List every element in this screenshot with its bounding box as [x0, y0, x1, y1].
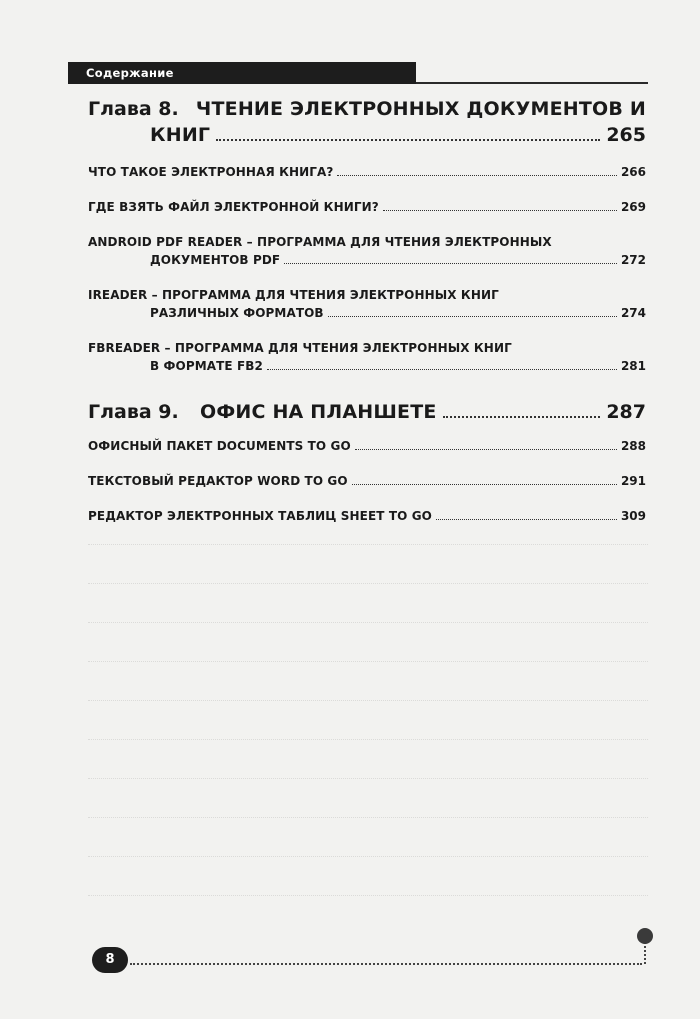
toc-entry-page: 269: [620, 200, 646, 214]
bleed-through-texture: [88, 520, 648, 910]
chapter-number: Глава 9.: [88, 401, 179, 423]
toc-entry-title: ОФИСНЫЙ ПАКЕТ DOCUMENTS TO GO: [88, 439, 351, 453]
toc-entry-title-cont: РАЗЛИЧНЫХ ФОРМАТОВ: [150, 306, 324, 320]
leader-dots: [337, 175, 616, 176]
toc-entry: [88, 507, 646, 525]
leader-dots: [267, 369, 617, 370]
table-of-contents: [88, 96, 646, 525]
running-header: [68, 62, 416, 84]
toc-entry-title: IREADER – ПРОГРАММА ДЛЯ ЧТЕНИЯ ЭЛЕКТРОННЫХ КНИГ: [88, 288, 499, 302]
chapter-page: 287: [606, 401, 646, 423]
chapter-title: ОФИС НА ПЛАНШЕТЕ: [200, 401, 437, 423]
page-number-badge: [92, 947, 128, 973]
toc-entry: [88, 437, 646, 455]
toc-entry-title: ЧТО ТАКОЕ ЭЛЕКТРОННАЯ КНИГА?: [88, 165, 334, 179]
chapter-title-cont: КНИГ: [150, 124, 211, 146]
toc-entry-title-cont: В ФОРМАТЕ FB2: [150, 359, 264, 373]
toc-entry-title: ANDROID PDF READER – ПРОГРАММА ДЛЯ ЧТЕНИЯ ЭЛЕКТРОННЫХ: [88, 235, 552, 249]
header-rule: [416, 82, 648, 84]
chapter-title: ЧТЕНИЕ ЭЛЕКТРОННЫХ ДОКУМЕНТОВ И: [195, 98, 646, 120]
chapter-heading: [88, 399, 646, 425]
toc-entry-title-cont: ДОКУМЕНТОВ PDF: [150, 253, 281, 267]
toc-entry-page: 266: [620, 165, 646, 179]
toc-entry-title: ТЕКСТОВЫЙ РЕДАКТОР WORD TO GO: [88, 474, 348, 488]
toc-entry-title: FBREADER – ПРОГРАММА ДЛЯ ЧТЕНИЯ ЭЛЕКТРОННЫХ КНИГ: [88, 341, 512, 355]
leader-dots: [355, 449, 617, 450]
leader-dots: [216, 139, 600, 141]
toc-entry-page: 291: [620, 474, 646, 488]
page-number: 8: [105, 952, 115, 967]
toc-entry-page: 274: [620, 306, 646, 320]
toc-entry-title: ГДЕ ВЗЯТЬ ФАЙЛ ЭЛЕКТРОННОЙ КНИГИ?: [88, 200, 379, 214]
chapter-page: 265: [606, 124, 646, 146]
toc-entry: [88, 339, 646, 375]
toc-entry-page: 288: [620, 439, 646, 453]
footer-circle-ornament: [637, 928, 653, 944]
leader-dots: [352, 484, 617, 485]
toc-entry-page: 272: [620, 253, 646, 267]
footer-dotted-connector: [644, 942, 646, 964]
toc-entry: [88, 472, 646, 490]
toc-entry: [88, 233, 646, 269]
leader-dots: [328, 316, 617, 317]
chapter-line-cont: [88, 122, 646, 148]
chapter-number: Глава 8.: [88, 98, 179, 120]
toc-entry: [88, 163, 646, 181]
chapter-line: [88, 399, 646, 425]
leader-dots: [284, 263, 617, 264]
running-header-title: Содержание: [86, 66, 174, 80]
toc-entry: [88, 286, 646, 322]
chapter-heading: [88, 96, 646, 148]
toc-entry-page: 281: [620, 359, 646, 373]
chapter-line: [88, 96, 646, 122]
toc-entry-title: РЕДАКТОР ЭЛЕКТРОННЫХ ТАБЛИЦ SHEET TO GO: [88, 509, 432, 523]
toc-entry-page: 309: [620, 509, 646, 523]
toc-entry: [88, 198, 646, 216]
leader-dots: [436, 519, 617, 520]
leader-dots: [443, 416, 601, 418]
footer-dotted-rule: [130, 963, 642, 965]
leader-dots: [383, 210, 617, 211]
